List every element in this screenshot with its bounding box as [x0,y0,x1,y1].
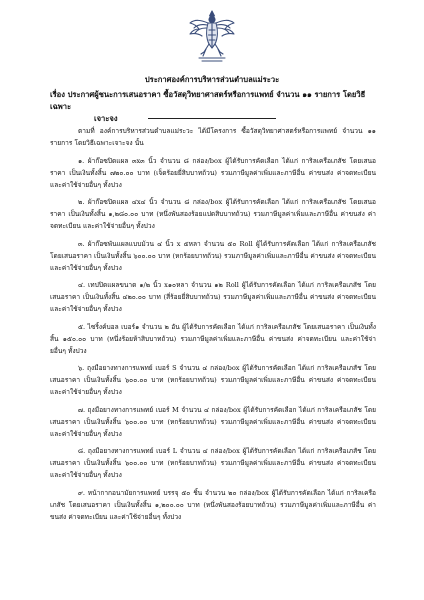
item-paragraph-6: ๖. ถุงมือยางทางการแพทย์ เบอร์ S จำนวน ๔ กล่อง/box ผู้ได้รับการคัดเลือก ได้แก่ การิลเครือเภสัช โดยเสนอราคา เป็นเงินทั้งสิ้น ๖๐๐.๐๐ บาท (หกร้อยบาทถ้วน) รวมภาษีมูลค่าเพิ่มและภาษีอื่น ค่าขนส่ง ค่าจดทะเบียน และค่าใช้จ่ายอื่นๆ ทั้งปวง [50,364,376,396]
subject-line: เรื่อง ประกาศผู้ชนะการเสนอราคา ซื้อวัสดุวิทยาศาสตร์หรือการแพทย์ จำนวน ๑๑ รายการ โดยวิธีเฉพาะ [50,90,366,111]
garuda-emblem-icon [187,8,237,64]
item-paragraph-8: ๘. ถุงมือยางทางการแพทย์ เบอร์ L จำนวน ๔ กล่อง/box ผู้ได้รับการคัดเลือก ได้แก่ การิลเครือเภสัช โดยเสนอราคา เป็นเงินทั้งสิ้น ๖๐๐.๐๐ บาท (หกร้อยบาทถ้วน) รวมภาษีมูลค่าเพิ่มและภาษีอื่น ค่าขนส่ง ค่าจดทะเบียน และค่าใช้จ่ายอื่นๆ ทั้งปวง [50,447,376,479]
item-paragraph-7: ๗. ถุงมือยางทางการแพทย์ เบอร์ M จำนวน ๔ กล่อง/box ผู้ได้รับการคัดเลือก ได้แก่ การิลเครือเภสัช โดยเสนอราคา เป็นเงินทั้งสิ้น ๖๐๐.๐๐ บาท (หกร้อยบาทถ้วน) รวมภาษีมูลค่าเพิ่มและภาษีอื่น ค่าขนส่ง ค่าจดทะเบียน และค่าใช้จ่ายอื่นๆ ทั้งปวง [50,405,376,438]
item-paragraph-1: ๑. ผ้าก๊อซปิดแผล ๓x๓ นิ้ว จำนวน ๘ กล่อง/box ผู้ได้รับการคัดเลือก ได้แก่ การิลเครือเภสัช โดยเสนอราคา เป็นเงินทั้งสิ้น ๗๒๐.๐๐ บาท (เจ็ดร้อยยี่สิบบาทถ้วน) รวมภาษีมูลค่าเพิ่มและภาษีอื่น ค่าขนส่ง ค่าจดทะเบียน และค่าใช้จ่ายอื่นๆ ทั้งปวง [50,156,376,189]
announcement-body [50,125,376,528]
item-paragraph-4: ๔. เทปปิดแผลขนาด ๑/๒ นิ้ว x๑๐หลา จำนวน ๑๒ Roll ผู้ได้รับการคัดเลือก ได้แก่ การิลเครือเภสัช โดยเสนอราคา เป็นเงินทั้งสิ้น ๔๒๐.๐๐ บาท (สี่ร้อยยี่สิบบาทถ้วน) รวมภาษีมูลค่าเพิ่มและภาษีอื่น ค่าขนส่ง ค่าจดทะเบียน และค่าใช้จ่ายอื่นๆ ทั้งปวง [50,281,376,313]
item-paragraph-5: ๕. ไซริ้งค์บอล เบอร์๑ จำนวน ๒ อัน ผู้ได้รับการคัดเลือก ได้แก่ การิลเครือเภสัช โดยเสนอราคา เป็นเงินทั้งสิ้น ๑๕๐.๐๐ บาท (หนึ่งร้อยห้าสิบบาทถ้วน) รวมภาษีมูลค่าเพิ่มและภาษีอื่น ค่าขนส่ง ค่าจดทะเบียน และค่าใช้จ่ายอื่นๆ ทั้งปวง [50,322,376,355]
subject-line-continued: เจาะจง [94,114,118,123]
item-paragraph-9: ๙. หน้ากากอนามัยการแพทย์ บรรจุ ๕๐ ชิ้น จำนวน ๒๐ กล่อง/box ผู้ได้รับการคัดเลือก ได้แก่ การิลเครือเภสัช โดยเสนอราคา เป็นเงินทั้งสิ้น ๑,๒๐๐.๐๐ บาท (หนึ่งพันสองร้อยบาทถ้วน) รวมภาษีมูลค่าเพิ่มและภาษีอื่น ค่าขนส่ง ค่าจดทะเบียน และค่าใช้จ่ายอื่นๆ ทั้งปวง [50,488,376,521]
item-paragraph-2: ๒. ผ้าก๊อซปิดแผล ๔x๔ นิ้ว จำนวน ๘ กล่อง/box ผู้ได้รับการคัดเลือก ได้แก่ การิลเครือเภสัช โดยเสนอราคา เป็นเงินทั้งสิ้น ๑,๒๘๐.๐๐ บาท (หนึ่งพันสองร้อยแปดสิบบาทถ้วน) รวมภาษีมูลค่าเพิ่มและภาษีอื่น ค่าขนส่ง ค่าจดทะเบียน และค่าใช้จ่ายอื่นๆ ทั้งปวง [50,198,376,230]
intro-paragraph: ตามที่ องค์การบริหารส่วนตำบลแม่ระวะ ได้มีโครงการ ซื้อวัสดุวิทยาศาสตร์หรือการแพทย์ จำนวน ๑๑ รายการ โดยวิธีเฉพาะเจาะจง นั้น [50,127,376,147]
document-title: ประกาศองค์การบริหารส่วนตำบลแม่ระวะ [144,75,280,84]
header-divider [148,118,276,119]
subject-block [50,89,380,125]
item-paragraph-3: ๓. ผ้าก๊อซพันแผลแบบม้วน ๔ นิ้ว x ๕หลา จำนวน ๕๐ Roll ผู้ได้รับการคัดเลือก ได้แก่ การิลเครือเภสัช โดยเสนอราคา เป็นเงินทั้งสิ้น ๖๐๐.๐๐ บาท (หกร้อยบาทถ้วน) รวมภาษีมูลค่าเพิ่มและภาษีอื่น ค่าขนส่ง ค่าจดทะเบียน และค่าใช้จ่ายอื่นๆ ทั้งปวง [50,239,376,272]
